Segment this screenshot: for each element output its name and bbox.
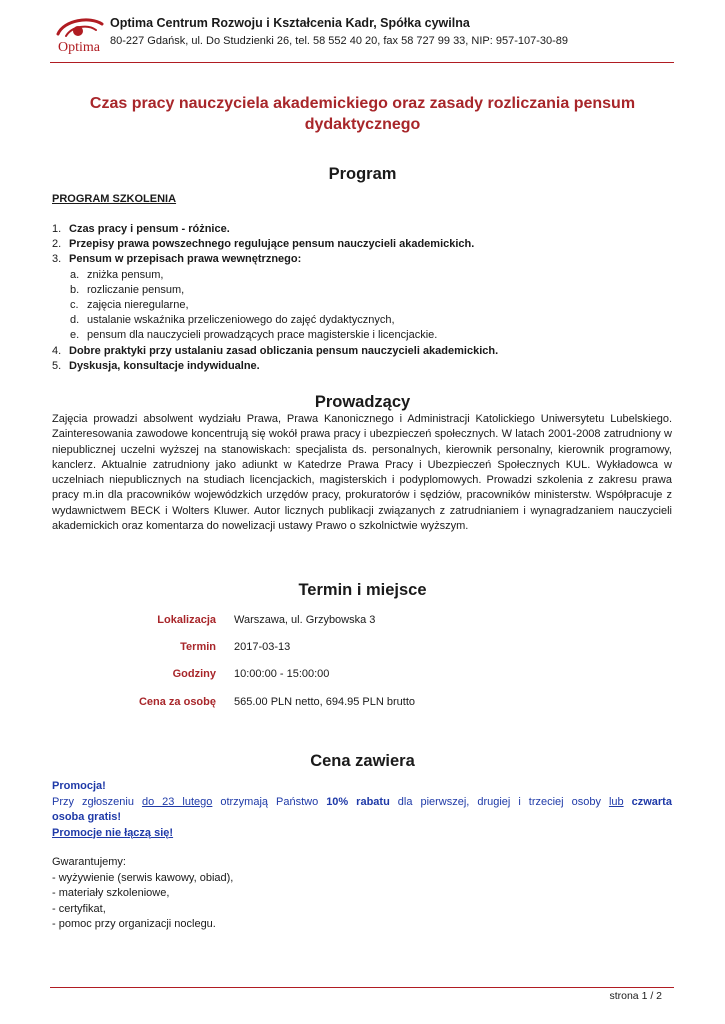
detail-label: Termin bbox=[180, 641, 216, 653]
promo-title: Promocja! bbox=[52, 780, 106, 792]
logo-wordmark: Optima bbox=[58, 40, 100, 55]
guarantee-item: - certyfikat, bbox=[52, 902, 106, 915]
detail-row-price bbox=[0, 696, 725, 712]
promo-line bbox=[52, 795, 672, 811]
sub-item-letter: d. bbox=[70, 314, 80, 327]
list-item bbox=[52, 359, 672, 374]
guarantee-item: - materiały szkoleniowe, bbox=[52, 887, 170, 899]
sub-item-text: rozliczanie pensum, bbox=[87, 283, 185, 296]
list-item bbox=[52, 237, 672, 252]
promo-or-link[interactable]: lub bbox=[608, 795, 624, 808]
promo-text: Przy zgłoszeniu bbox=[52, 795, 134, 808]
footer-divider bbox=[50, 987, 674, 988]
item-text: Dyskusja, konsultacje indywidualne. bbox=[69, 359, 260, 372]
trainer-description: Zajęcia prowadzi absolwent wydziału Prawa, Prawa Kanonicznego i Administracji Katolickiego Uniwersytetu Lubelskiego. Zainteresowania zawodowe koncentrują się wokół prawa pracy i ubezpieczeń społecznych. W latach 2001-2008 zatrudniony w niepublicznej uczelni wyższej na stanowiskach: specjalista ds. personalnych, kierownik personalny, kierownik programowy, kanclerz. Aktualnie zatrudniony jako adiunkt w Katedrze Prawa Pracy i Ubezpieczeń Społecznych KUL. Wykładowca w uczelniach niepublicznych na studiach licencjackich, magisterskich i podyplomowych. Prowadzi szkolenia z zakresu prawa pracy m.in dla pracowników wojewódzkich urzędów pracy, prokuratorów i sędziów, pracowników ministerstw. Współpracuje z wydawnictwem BECK i Wolters Kluwer. Autor licznych publikacji związanych z zatrudnianiem i wynagradzaniem nauczycieli akademickich oraz komentarza do nowelizacji ustawy Prawo o szkolnictwie wyższym. bbox=[52, 413, 672, 533]
promo-free-person: czwarta bbox=[631, 795, 672, 808]
detail-value: 2017-03-13 bbox=[234, 641, 291, 653]
promo-free-person-end: osoba gratis! bbox=[52, 811, 122, 823]
header-divider bbox=[50, 62, 674, 63]
detail-label: Lokalizacja bbox=[157, 614, 216, 626]
detail-value: Warszawa, ul. Grzybowska 3 bbox=[234, 614, 376, 626]
item-number: 1. bbox=[52, 223, 62, 235]
item-number: 2. bbox=[52, 238, 62, 251]
program-heading: Program bbox=[328, 165, 397, 183]
sub-item-letter: e. bbox=[70, 329, 80, 342]
list-item bbox=[52, 252, 672, 267]
item-number: 5. bbox=[52, 359, 62, 372]
sub-list-item bbox=[52, 268, 672, 283]
detail-row-location bbox=[0, 614, 725, 630]
trainer-heading: Prowadzący bbox=[314, 393, 411, 411]
schedule-heading: Termin i miejsce bbox=[298, 581, 427, 599]
item-text: Przepisy prawa powszechnego regulujące pensum nauczycieli akademickich. bbox=[69, 238, 475, 251]
list-item bbox=[52, 222, 672, 237]
detail-label: Cena za osobę bbox=[138, 696, 216, 708]
item-text: Dobre praktyki przy ustalaniu zasad obliczania pensum nauczycieli akademickich. bbox=[69, 344, 499, 357]
item-text: Czas pracy i pensum - różnice. bbox=[69, 223, 230, 235]
guarantee-title: Gwarantujemy: bbox=[52, 856, 126, 868]
page-number: strona 1 / 2 bbox=[609, 990, 662, 1002]
program-label: PROGRAM SZKOLENIA bbox=[52, 193, 177, 205]
sub-list-item bbox=[52, 298, 672, 313]
item-number: 4. bbox=[52, 344, 62, 357]
promotion-block bbox=[52, 779, 672, 841]
sub-item-text: zniżka pensum, bbox=[87, 268, 164, 281]
program-list bbox=[52, 222, 672, 374]
promo-text: otrzymają Państwo bbox=[220, 795, 319, 808]
course-title: Czas pracy nauczyciela akademickiego oraz zasady rozliczania pensum dydaktycznego bbox=[89, 95, 636, 133]
promo-text: dla pierwszej, drugiej i trzeciej osoby bbox=[397, 795, 601, 808]
letterhead bbox=[50, 12, 680, 60]
sub-item-letter: c. bbox=[70, 299, 79, 312]
company-address: 80-227 Gdańsk, ul. Do Studzienki 26, tel. 58 552 40 20, fax 58 727 99 33, NIP: 957-107-30-89 bbox=[110, 35, 569, 47]
promo-note-row bbox=[52, 826, 672, 842]
sub-item-text: zajęcia nieregularne, bbox=[87, 299, 189, 312]
company-name: Optima Centrum Rozwoju i Kształcenia Kadr, Spółka cywilna bbox=[110, 16, 470, 30]
detail-row-hours bbox=[0, 668, 725, 684]
sub-list-item bbox=[52, 313, 672, 328]
promo-discount: 10% rabatu bbox=[326, 795, 390, 808]
guarantee-item: - pomoc przy organizacji noclegu. bbox=[52, 918, 216, 930]
optima-logo bbox=[50, 14, 108, 60]
sub-item-text: ustalanie wskaźnika przeliczeniowego do zajęć dydaktycznych, bbox=[87, 314, 395, 327]
sub-item-letter: b. bbox=[70, 283, 80, 296]
sub-item-text: pensum dla nauczycieli prowadzących prace magisterskie i licencjackie. bbox=[87, 329, 438, 342]
detail-label: Godziny bbox=[172, 668, 216, 680]
guarantee-item: - wyżywienie (serwis kawowy, obiad), bbox=[52, 871, 234, 884]
item-text: Pensum w przepisach prawa wewnętrznego: bbox=[69, 253, 302, 266]
list-item bbox=[52, 344, 672, 359]
guarantee-block bbox=[52, 855, 672, 933]
detail-value: 565.00 PLN netto, 694.95 PLN brutto bbox=[234, 696, 416, 708]
sub-item-letter: a. bbox=[70, 268, 80, 281]
item-number: 3. bbox=[52, 253, 62, 266]
promo-note-link[interactable]: Promocje nie łączą się! bbox=[52, 826, 174, 839]
sub-list-item bbox=[52, 283, 672, 298]
sub-list-item bbox=[52, 328, 672, 343]
price-heading: Cena zawiera bbox=[310, 752, 415, 770]
promo-deadline-link[interactable]: do 23 lutego bbox=[141, 795, 213, 808]
detail-value: 10:00:00 - 15:00:00 bbox=[234, 668, 330, 680]
detail-row-date bbox=[0, 641, 725, 657]
